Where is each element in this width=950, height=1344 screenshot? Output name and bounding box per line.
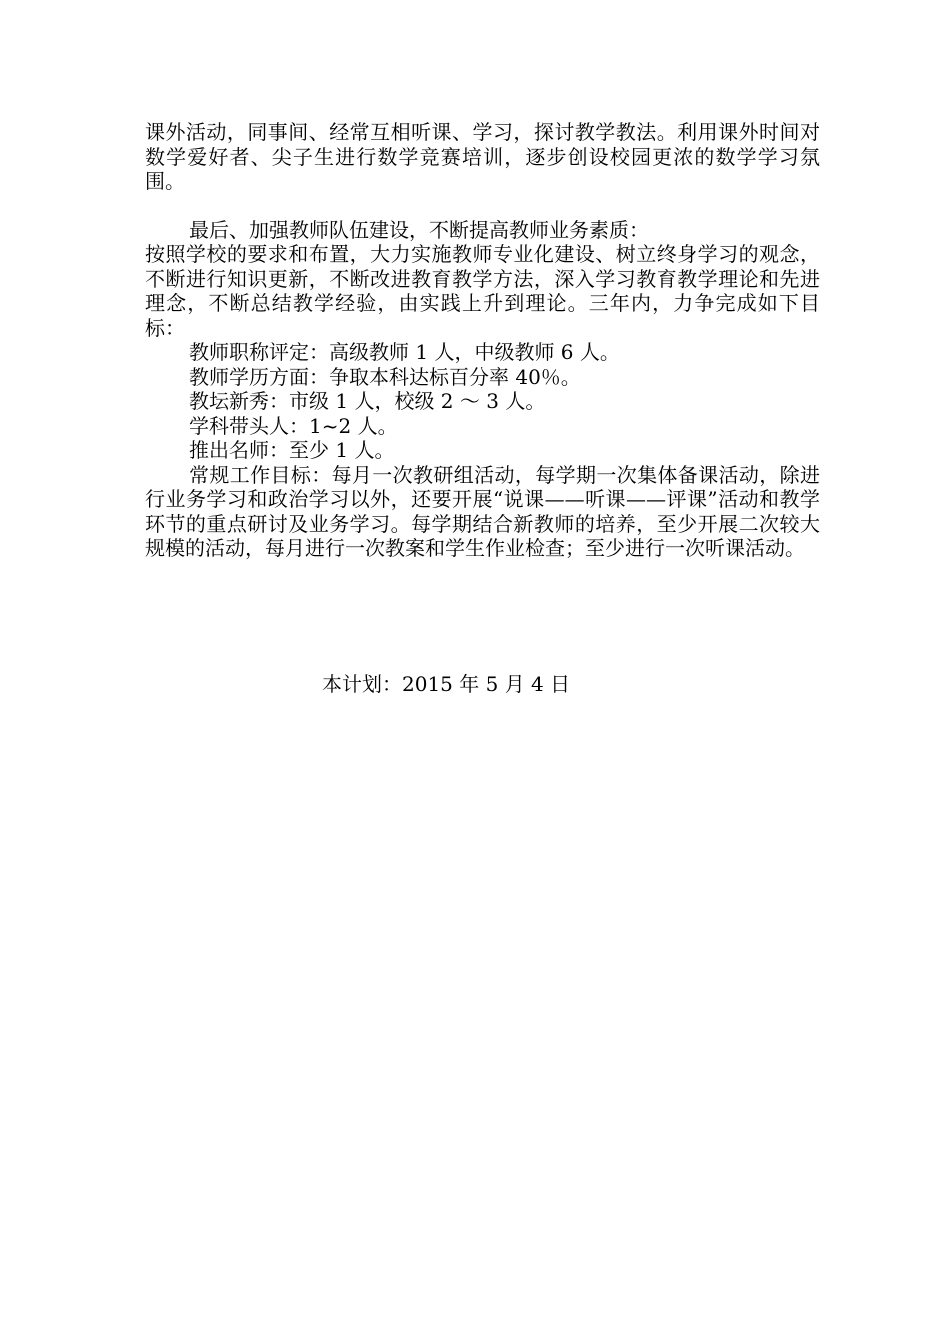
paragraph-extracurricular: 课外活动，同事间、经常互相听课、学习，探讨教学教法。利用课外时间对数学爱好者、尖子生进行数学竞赛培训，逐步创设校园更浓的数学学习氛围。: [145, 120, 820, 193]
heading-teacher-team: 最后、加强教师队伍建设，不断提高教师业务素质：: [189, 217, 649, 242]
goal-education-rate: 教师学历方面：争取本科达标百分率 40％。: [189, 364, 581, 389]
goal-new-stars: 教坛新秀：市级 1 人，校级 2 ～ 3 人。: [189, 389, 546, 413]
plan-date-signature: 本计划：2015 年 5 月 4 日: [322, 672, 571, 696]
paragraph-professional-development: 按照学校的要求和布置，大力实施教师专业化建设、树立终身学习的观念，不断进行知识更新，不断改进教育教学方法，深入学习教育教学理论和先进理念，不断总结教学经验，由实践上升到理论。三年内，力争完成如下目标：: [145, 242, 820, 340]
document-body: [145, 120, 820, 561]
paragraph-routine-goals: 常规工作目标：每月一次教研组活动，每学期一次集体备课活动，除进行业务学习和政治学习以外，还要开展“说课——听课——评课”活动和教学环节的重点研讨及业务学习。每学期结合新教师的培养，至少开展二次较大规模的活动，每月进行一次教案和学生作业检查；至少进行一次听课活动。: [145, 462, 820, 560]
paragraph-gap: [145, 194, 820, 218]
goal-famous-teachers: 推出名师：至少 1 人。: [189, 438, 395, 462]
goal-title-evaluation: 教师职称评定：高级教师 1 人，中级教师 6 人。: [189, 340, 620, 364]
goal-subject-leaders: 学科带头人：1~2 人。: [189, 413, 398, 438]
